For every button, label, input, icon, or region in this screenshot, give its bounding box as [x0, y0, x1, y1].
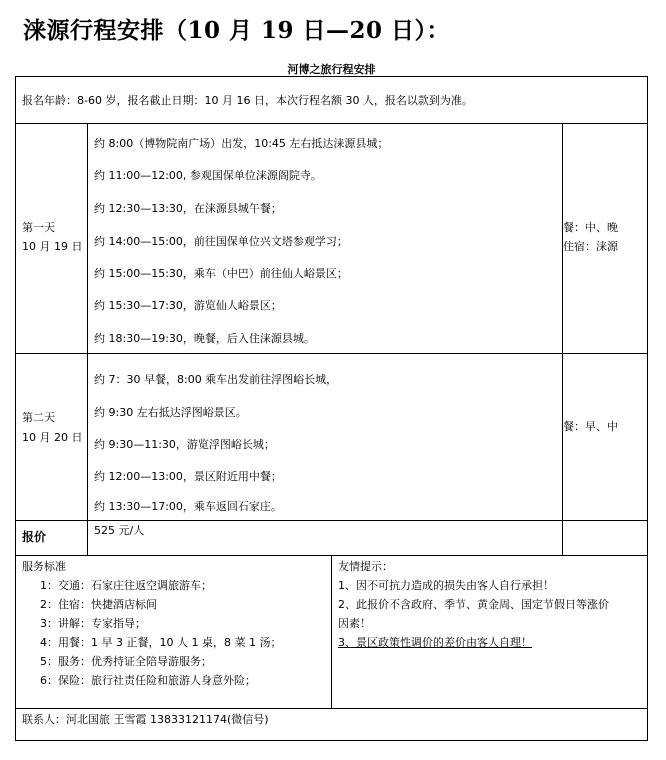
schedule-item: 约 9:30—11:30，游览浮图峪长城； [94, 438, 275, 451]
schedule-item: 约 7：30 早餐，8:00 乘车出发前往浮图峪长城， [94, 373, 338, 386]
meal-info: 餐：中、晚 [563, 221, 618, 234]
schedule-item: 约 8:00（博物院南广场）出发，10:45 左右抵达涞源县城； [94, 137, 389, 150]
schedule-item: 约 15:30—17:30，游览仙人峪景区； [94, 299, 282, 312]
row-divider [15, 520, 648, 521]
service-item: 5：服务：优秀持证全陪导游服务； [40, 655, 212, 668]
day-label: 第一天 [22, 221, 55, 234]
service-item: 3：讲解：专家指导； [40, 617, 146, 630]
schedule-item: 约 15:00—15:30，乘车（中巴）前往仙人峪景区； [94, 267, 348, 280]
schedule-item: 约 11:00—12:00, 参观国保单位涞源阁院寺。 [94, 169, 322, 182]
column-divider [562, 123, 563, 555]
lodging-info: 住宿：涞源 [563, 240, 618, 253]
schedule-item: 约 9:30 左右抵达浮图峪景区。 [94, 406, 247, 419]
column-divider [331, 555, 332, 708]
service-item: 4：用餐：1 早 3 正餐，10 人 1 桌，8 菜 1 汤； [40, 636, 282, 649]
registration-notice: 报名年龄：8-60 岁，报名截止日期：10 月 16 日，本次行程名额 30 人，报名以款到为准。 [22, 94, 473, 107]
price-label: 报价 [22, 530, 47, 544]
day-date: 10 月 19 日 [22, 240, 83, 253]
contact-info: 联系人：河北国旅 王雪霞 13833121174(微信号) [22, 713, 269, 726]
day-label: 第二天 [22, 411, 55, 424]
table-subtitle: 河博之旅行程安排 [287, 63, 376, 76]
service-item: 6：保险：旅行社责任险和旅游人身意外险； [40, 674, 256, 687]
price-value: 525 元/人 [94, 524, 145, 537]
page-title: 涞源行程安排（10 月 19 日—20 日）： [23, 17, 451, 44]
row-divider [15, 353, 648, 354]
service-item: 1：交通：石家庄往返空调旅游车； [40, 579, 212, 592]
service-item: 2：住宿：快捷酒店标间 [40, 598, 157, 611]
service-heading: 服务标准 [22, 560, 66, 573]
meal-info: 餐：早、中 [563, 420, 618, 433]
column-divider [87, 123, 88, 555]
row-divider [15, 123, 648, 124]
tips-heading: 友情提示： [338, 560, 393, 573]
row-divider [15, 708, 648, 709]
schedule-item: 约 14:00—15:00，前往国保单位兴文塔参观学习； [94, 235, 348, 248]
day-date: 10 月 20 日 [22, 431, 83, 444]
tip-item: 因素！ [338, 617, 371, 630]
tip-item: 1、因不可抗力造成的损失由客人自行承担！ [338, 579, 554, 592]
schedule-item: 约 12:00—13:00，景区附近用中餐； [94, 470, 282, 483]
schedule-item: 约 12:30—13:30，在涞源县城午餐； [94, 202, 282, 215]
schedule-item: 约 18:30—19:30，晚餐，后入住涞源县城。 [94, 332, 315, 345]
tip-item: 3、景区政策性调价的差价由客人自理！ [338, 636, 532, 649]
tip-item: 2、此报价不含政府、季节、黄金周、国定节假日等涨价 [338, 598, 609, 611]
schedule-item: 约 13:30—17:00，乘车返回石家庄。 [94, 500, 282, 513]
